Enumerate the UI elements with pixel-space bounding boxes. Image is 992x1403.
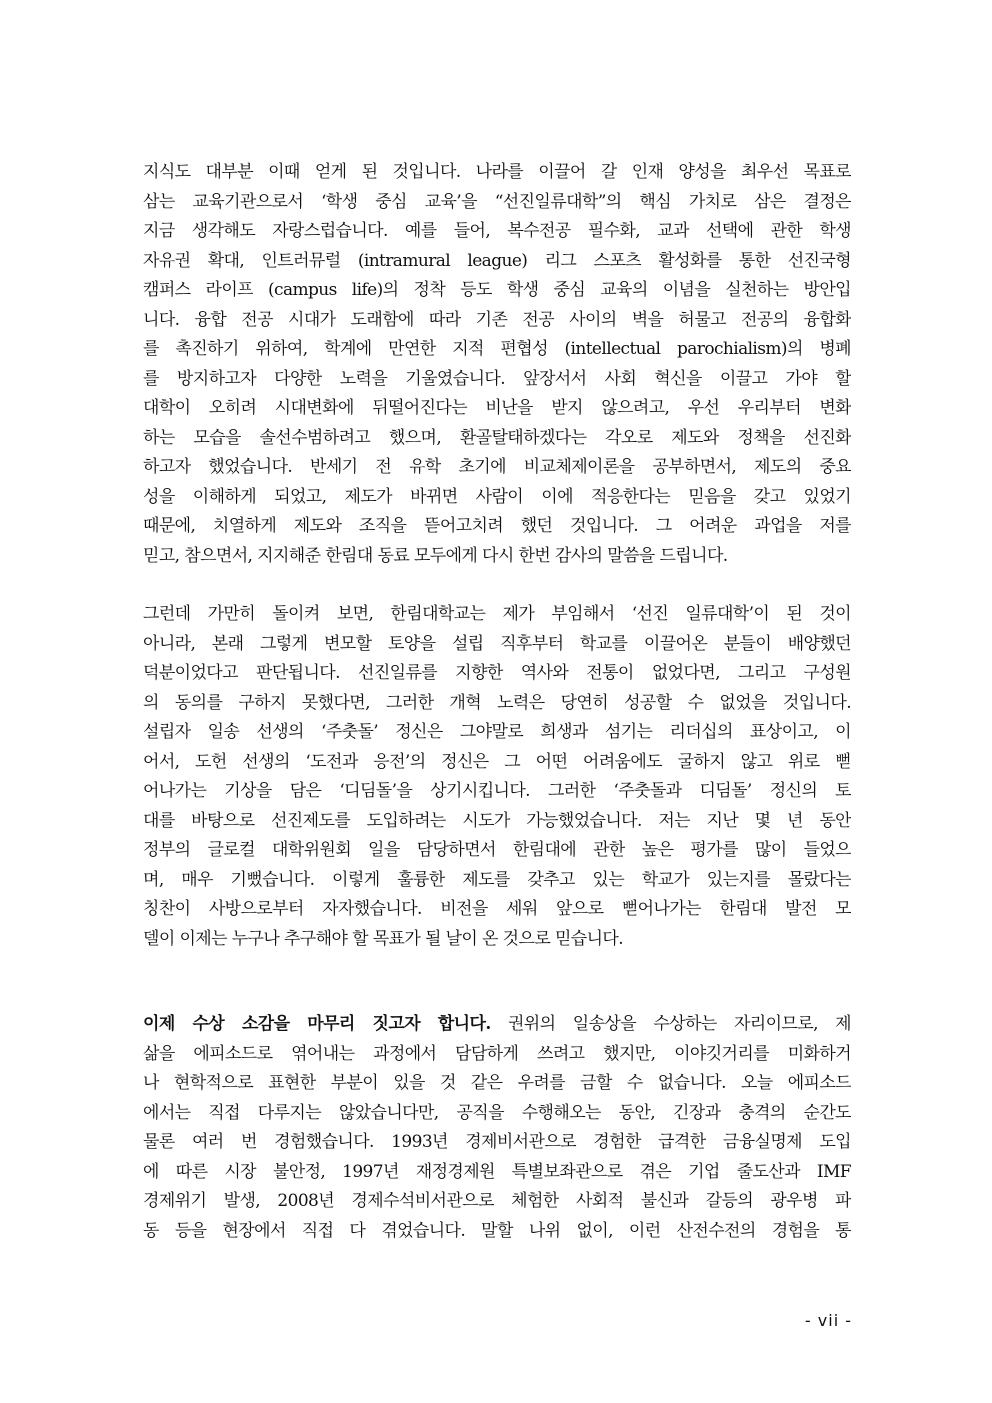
text-line: 대를 바탕으로 선진제도를 도입하려는 시도가 가능했었습니다. 저는 지난 몇 년 동안 <box>143 810 851 831</box>
lead-sentence: 이제 수상 소감을 마무리 짓고자 합니다. <box>143 1014 491 1034</box>
text-line: 지식도 대부분 이때 얻게 된 것입니다. 나라를 이끌어 갈 인재 양성을 최우선 목표로 <box>143 162 851 182</box>
text-line: 하고자 했었습니다. 반세기 전 유학 초기에 비교체제이론을 공부하면서, 제도의 중요 <box>143 457 851 477</box>
text-line: 어나가는 기상을 담은 ‘디딤돌’을 상기시킵니다. 그러한 ‘주춧돌과 디딤돌’ 정신의 토 <box>143 781 851 801</box>
text-line: 덕분이었다고 판단됩니다. 선진일류를 지향한 역사와 전통이 없었다면, 그리고 구성원 <box>143 663 851 683</box>
text-line: 자유권 확대, 인트러뮤럴 (intramural league) 리그 스포츠 활성화를 통한 선진국형 <box>143 250 851 271</box>
text-line: 물론 여러 번 경험했습니다. 1993년 경제비서관으로 경험한 급격한 금융실명제 도입 <box>143 1132 851 1152</box>
text-line: 대학이 오히려 시대변화에 뒤떨어진다는 비난을 받지 않으려고, 우선 우리부터 변화 <box>143 398 851 418</box>
text-fragment: 권위의 일송상을 수상하는 자리이므로, 제 <box>490 1014 851 1034</box>
page-number: - vii - <box>804 1311 852 1330</box>
text-line: 삼는 교육기관으로서 ‘학생 중심 교육’을 “선진일류대학”의 핵심 가치로 삼은 결정은 <box>143 191 851 212</box>
text-line: 나 현학적으로 표현한 부분이 있을 것 같은 우려를 금할 수 없습니다. 오늘 에피소드 <box>143 1073 851 1093</box>
text-line: 에 따른 시장 불안정, 1997년 재정경제원 특별보좌관으로 겪은 기업 줄도산과 IMF <box>143 1161 851 1182</box>
text-line: 경제위기 발생, 2008년 경제수석비서관으로 체험한 사회적 불신과 갈등의 광우병 파 <box>143 1191 851 1211</box>
text-line: 의 동의를 구하지 못했다면, 그러한 개혁 노력은 당연히 성공할 수 없었을 것입니다. <box>143 692 851 713</box>
text-line: 정부의 글로컬 대학위원회 일을 담당하면서 한림대에 관한 높은 평가를 많이 들었으 <box>143 840 851 860</box>
text-line <box>143 1010 851 1040</box>
text-line: 델이 이제는 누구나 추구해야 할 목표가 될 날이 온 것으로 믿습니다. <box>143 928 624 949</box>
text-line: 니다. 융합 전공 시대가 도래함에 따라 기존 전공 사이의 벽을 허물고 전공의 융합화 <box>143 309 851 330</box>
paragraph-reform-policies <box>143 158 851 571</box>
text-line: 성을 이해하게 되었고, 제도가 바뀌면 사람이 이에 적응한다는 믿음을 갖고 있었기 <box>143 486 851 507</box>
text-line: 설립자 일송 선생의 ‘주춧돌’ 정신은 그야말로 희생과 섬기는 리더십의 표상이고, 이 <box>143 722 851 742</box>
text-line: 믿고, 참으면서, 지지해준 한림대 동료 모두에게 다시 한번 감사의 말씀을 드립니다. <box>143 545 728 566</box>
text-line: 동 등을 현장에서 직접 다 겪었습니다. 말할 나위 없이, 이런 산전수전의 경험을 통 <box>143 1220 851 1241</box>
text-line: 때문에, 치열하게 제도와 조직을 뜯어고치려 했던 것입니다. 그 어려운 과업을 저를 <box>143 516 851 536</box>
text-line: 그런데 가만히 돌이켜 보면, 한림대학교는 제가 부임해서 ‘선진 일류대학’이 된 것이 <box>143 604 851 624</box>
text-line: 삶을 에피소드로 엮어내는 과정에서 담담하게 쓰려고 했지만, 이야깃거리를 미화하거 <box>143 1043 851 1064</box>
text-line: 하는 모습을 솔선수범하려고 했으며, 환골탈태하겠다는 각오로 제도와 정책을 선진화 <box>143 427 851 448</box>
text-line: 칭찬이 사방으로부터 자자했습니다. 비전을 세워 앞으로 뻗어나가는 한림대 발전 모 <box>143 899 851 919</box>
text-line: 지금 생각해도 자랑스럽습니다. 예를 들어, 복수전공 필수화, 교과 선택에 관한 학생 <box>143 221 851 241</box>
text-line: 에서는 직접 다루지는 않았습니다만, 공직을 수행해오는 동안, 긴장과 충격의 순간도 <box>143 1102 851 1123</box>
paragraph-founders-spirit <box>143 600 851 954</box>
text-line: 를 방지하고자 다양한 노력을 기울였습니다. 앞장서서 사회 혁신을 이끌고 가야 할 <box>143 368 851 389</box>
paragraph-closing-remarks <box>143 1010 851 1246</box>
text-line: 를 촉진하기 위하여, 학계에 만연한 지적 편협성 (intellectual parochialism)의 병폐 <box>143 339 851 359</box>
text-line: 어서, 도헌 선생의 ‘도전과 응전’의 정신은 그 어떤 어려움에도 굴하지 않고 위로 뻗 <box>143 751 851 772</box>
text-line: 며, 매우 기뻤습니다. 이렇게 훌륭한 제도를 갖추고 있는 학교가 있는지를 몰랐다는 <box>143 869 851 890</box>
text-line: 캠퍼스 라이프 (campus life)의 정착 등도 학생 중심 교육의 이념을 실천하는 방안입 <box>143 280 851 300</box>
text-line: 아니라, 본래 그렇게 변모할 토양을 설립 직후부터 학교를 이끌어온 분들이 배양했던 <box>143 633 851 654</box>
